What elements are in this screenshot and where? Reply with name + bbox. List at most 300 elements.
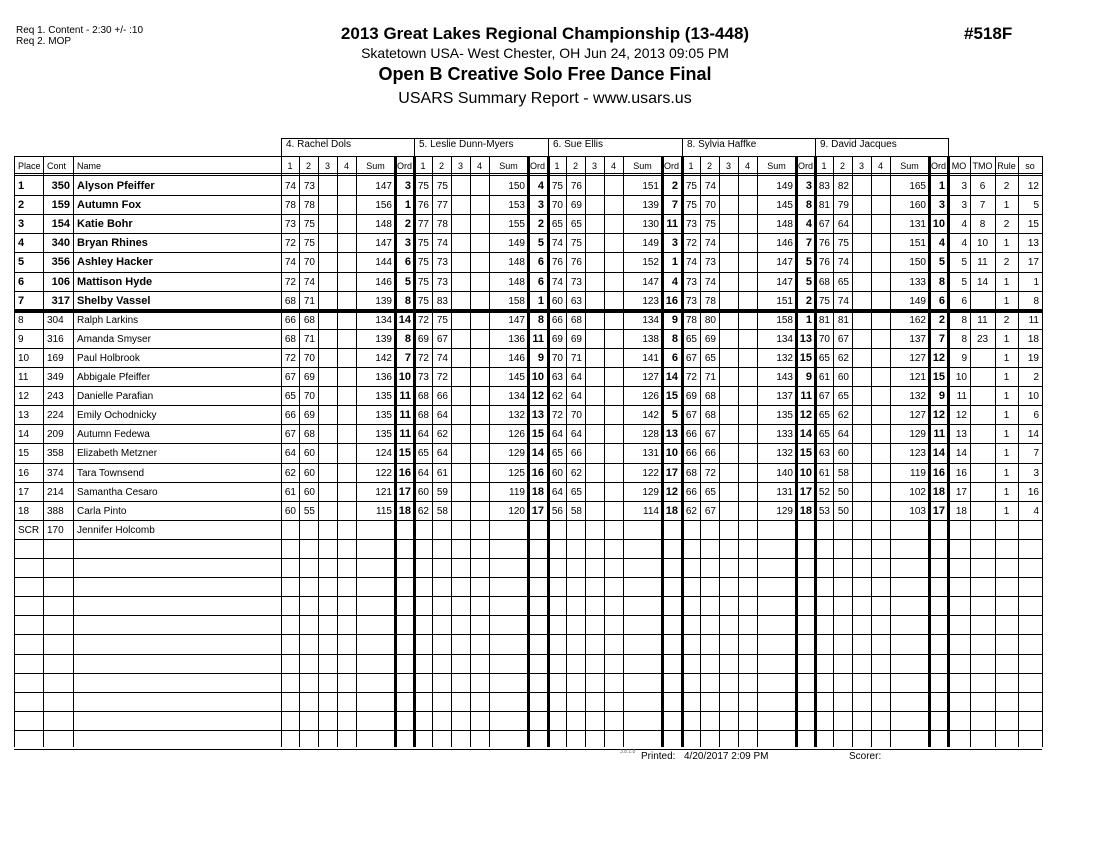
place-cell: 5 <box>18 256 25 268</box>
so-cell: 5 <box>1033 200 1039 211</box>
ordinal-cell: 3 <box>805 180 812 192</box>
column-header-judge-sub: 3 <box>858 161 864 171</box>
place-cell: SCR <box>18 525 40 536</box>
cont-cell: 316 <box>47 334 64 345</box>
so-cell: 18 <box>1027 334 1039 345</box>
so-cell: 6 <box>1033 410 1039 421</box>
score-2-cell: 73 <box>570 277 582 288</box>
score-2-cell: 65 <box>704 353 716 364</box>
sum-cell: 148 <box>375 219 392 230</box>
score-1-cell: 72 <box>284 277 296 288</box>
tmo-cell: 14 <box>976 277 989 288</box>
sum-cell: 150 <box>508 181 525 192</box>
sum-cell: 135 <box>375 429 392 440</box>
score-1-cell: 68 <box>417 410 429 421</box>
column-header-judge-sub: Ord <box>797 161 813 171</box>
skater-name-cell: Danielle Parafian <box>77 391 154 402</box>
ordinal-cell: 7 <box>805 237 812 249</box>
cont-cell: 169 <box>47 353 64 364</box>
score-1-cell: 75 <box>417 296 429 307</box>
score-1-cell: 68 <box>284 296 296 307</box>
ordinal-cell: 15 <box>799 447 812 459</box>
grid-vline <box>1042 156 1043 747</box>
score-1-cell: 77 <box>417 219 429 230</box>
score-1-cell: 76 <box>417 200 429 211</box>
mo-cell: 14 <box>955 448 967 459</box>
ordinal-cell: 11 <box>399 390 411 402</box>
score-1-cell: 75 <box>417 238 429 249</box>
sum-cell: 150 <box>909 257 926 268</box>
score-2-cell: 65 <box>570 487 582 498</box>
skater-name-cell: Bryan Rhines <box>77 237 148 249</box>
ordinal-cell: 8 <box>671 333 678 345</box>
place-cell: 14 <box>18 429 30 440</box>
score-2-cell: 73 <box>704 257 716 268</box>
score-2-cell: 67 <box>436 334 448 345</box>
printed-value: 4/20/2017 2:09 PM <box>684 751 769 762</box>
ordinal-cell: 3 <box>671 237 678 249</box>
sum-cell: 122 <box>375 468 392 479</box>
scorer-label: Scorer: <box>849 751 882 762</box>
score-2-cell: 65 <box>837 277 849 288</box>
ordinal-cell: 14 <box>932 447 945 459</box>
score-2-cell: 70 <box>303 353 315 364</box>
score-2-cell: 74 <box>837 257 849 268</box>
sum-cell: 138 <box>642 334 659 345</box>
sum-cell: 149 <box>642 238 659 249</box>
sum-cell: 142 <box>642 410 659 421</box>
score-2-cell: 83 <box>436 296 448 307</box>
score-2-cell: 68 <box>303 315 315 326</box>
requirement-1: Req 1. Content - 2:30 +/- :10 <box>16 25 144 36</box>
ordinal-cell: 17 <box>398 486 411 498</box>
skater-name-cell: Elizabeth Metzner <box>77 448 158 459</box>
mo-cell: 6 <box>961 296 967 307</box>
sum-cell: 145 <box>508 372 525 383</box>
ordinal-cell: 10 <box>932 218 945 230</box>
so-cell: 11 <box>1028 315 1039 326</box>
sum-cell: 132 <box>776 448 793 459</box>
column-header-judge-sub: 3 <box>324 161 330 171</box>
ordinal-cell: 18 <box>932 486 945 498</box>
sum-cell: 131 <box>776 487 793 498</box>
sum-cell: 160 <box>909 200 926 211</box>
score-1-cell: 72 <box>551 410 563 421</box>
score-2-cell: 55 <box>303 506 315 517</box>
sum-cell: 126 <box>642 391 659 402</box>
sum-cell: 148 <box>508 277 525 288</box>
score-1-cell: 65 <box>818 429 830 440</box>
score-1-cell: 60 <box>417 487 429 498</box>
grid-vline <box>738 156 739 747</box>
sum-cell: 146 <box>375 277 392 288</box>
ordinal-cell: 8 <box>805 199 812 211</box>
score-1-cell: 68 <box>284 334 296 345</box>
so-cell: 12 <box>1027 181 1039 192</box>
rule-cell: 1 <box>1003 468 1010 479</box>
skater-name-cell: Autumn Fedewa <box>77 429 150 440</box>
cont-cell: 243 <box>47 391 64 402</box>
sum-cell: 158 <box>776 315 793 326</box>
column-header-tmo: TMO <box>972 161 993 171</box>
score-2-cell: 80 <box>704 315 716 326</box>
score-1-cell: 66 <box>551 315 563 326</box>
score-2-cell: 75 <box>436 315 448 326</box>
sum-cell: 136 <box>508 334 525 345</box>
score-1-cell: 65 <box>551 219 563 230</box>
rule-cell: 2 <box>1003 181 1010 192</box>
sum-cell: 125 <box>508 468 525 479</box>
mo-cell: 10 <box>955 372 967 383</box>
sum-cell: 131 <box>909 219 926 230</box>
score-2-cell: 69 <box>704 334 716 345</box>
score-2-cell: 69 <box>570 334 582 345</box>
ordinal-cell: 11 <box>399 428 411 440</box>
column-header-judge-sub: 1 <box>821 161 827 171</box>
score-1-cell: 66 <box>284 410 296 421</box>
sum-cell: 127 <box>642 372 659 383</box>
rule-cell: 1 <box>1003 353 1010 364</box>
rule-cell: 1 <box>1003 429 1010 440</box>
score-2-cell: 74 <box>303 277 315 288</box>
score-1-cell: 65 <box>818 410 830 421</box>
tmo-cell: 6 <box>979 181 986 192</box>
competition-title: 2013 Great Lakes Regional Championship (13-448) <box>340 24 750 43</box>
score-1-cell: 67 <box>284 372 296 383</box>
place-cell: 8 <box>18 315 24 326</box>
score-1-cell: 60 <box>284 506 296 517</box>
sum-cell: 141 <box>642 353 659 364</box>
score-1-cell: 73 <box>284 219 296 230</box>
ordinal-cell: 8 <box>404 333 411 345</box>
sum-cell: 153 <box>508 200 525 211</box>
grid-vline <box>470 156 471 747</box>
column-header-judge-sub: 4 <box>610 161 616 171</box>
rule-cell: 2 <box>1003 219 1010 230</box>
ordinal-cell: 4 <box>537 180 544 192</box>
score-2-cell: 60 <box>303 468 315 479</box>
sum-cell: 162 <box>909 315 926 326</box>
so-cell: 19 <box>1027 353 1039 364</box>
grid-vline <box>871 156 872 747</box>
place-cell: 2 <box>18 199 25 211</box>
mo-cell: 3 <box>961 181 967 192</box>
sum-cell: 133 <box>776 429 793 440</box>
sum-cell: 123 <box>909 448 926 459</box>
tmo-cell <box>970 425 995 443</box>
grid-vline <box>815 138 816 156</box>
score-2-cell: 69 <box>570 200 582 211</box>
ordinal-cell: 13 <box>665 428 678 440</box>
sum-cell: 145 <box>776 200 793 211</box>
score-2-cell: 79 <box>837 200 849 211</box>
event-title: Open B Creative Solo Free Dance Final <box>378 64 712 84</box>
sum-cell: 122 <box>642 468 659 479</box>
column-header-judge-sub: Sum <box>633 161 652 171</box>
rule-cell: 1 <box>1003 296 1010 307</box>
score-1-cell: 68 <box>417 391 429 402</box>
score-1-cell: 75 <box>417 277 429 288</box>
score-1-cell: 75 <box>417 181 429 192</box>
column-header-judge-sub: Sum <box>767 161 786 171</box>
rule-cell: 1 <box>1003 372 1010 383</box>
ordinal-cell: 4 <box>805 218 812 230</box>
grid-vline <box>414 138 415 156</box>
score-1-cell: 81 <box>818 315 830 326</box>
score-1-cell: 74 <box>551 277 563 288</box>
cont-cell: 388 <box>47 506 64 517</box>
score-1-cell: 68 <box>818 277 830 288</box>
column-header-judge-sub: 4 <box>877 161 883 171</box>
sum-cell: 152 <box>642 257 659 268</box>
ordinal-cell: 12 <box>531 390 544 402</box>
ordinal-cell: 8 <box>404 295 411 307</box>
column-header-judge-sub: Sum <box>366 161 385 171</box>
score-1-cell: 61 <box>284 487 296 498</box>
score-2-cell: 62 <box>837 353 849 364</box>
column-header-judge-sub: 1 <box>420 161 426 171</box>
sum-cell: 129 <box>642 487 659 498</box>
ordinal-cell: 12 <box>932 409 945 421</box>
ordinal-cell: 1 <box>537 295 544 307</box>
score-2-cell: 78 <box>704 296 716 307</box>
sum-cell: 146 <box>508 353 525 364</box>
ordinal-cell: 11 <box>666 218 678 230</box>
ordinal-cell: 15 <box>531 428 544 440</box>
sum-cell: 147 <box>508 315 525 326</box>
place-cell: 1 <box>18 180 25 192</box>
score-2-cell: 74 <box>704 238 716 249</box>
score-1-cell: 61 <box>818 468 830 479</box>
score-2-cell: 74 <box>436 353 448 364</box>
so-cell: 13 <box>1027 238 1039 249</box>
skater-name-cell: Jennifer Holcomb <box>77 525 155 536</box>
ordinal-cell: 3 <box>938 199 945 211</box>
column-header-judge-sub: 4 <box>343 161 349 171</box>
score-1-cell: 69 <box>685 391 697 402</box>
sum-cell: 129 <box>776 506 793 517</box>
rule-cell: 1 <box>1003 506 1010 517</box>
score-2-cell: 72 <box>436 372 448 383</box>
sum-cell: 102 <box>909 487 926 498</box>
score-2-cell: 68 <box>704 391 716 402</box>
score-2-cell: 72 <box>704 468 716 479</box>
score-1-cell: 73 <box>417 372 429 383</box>
score-2-cell: 64 <box>570 429 582 440</box>
score-2-cell: 76 <box>570 181 582 192</box>
grid-vline <box>682 138 683 156</box>
sum-cell: 123 <box>642 296 659 307</box>
score-2-cell: 60 <box>837 448 849 459</box>
ordinal-cell: 12 <box>665 486 678 498</box>
judge-header: 9. David Jacques <box>820 139 897 150</box>
ordinal-cell: 8 <box>537 314 544 326</box>
score-1-cell: 75 <box>551 181 563 192</box>
column-header-judge-sub: 1 <box>688 161 694 171</box>
skater-name-cell: Ralph Larkins <box>77 315 139 326</box>
grid-vline <box>337 156 338 747</box>
skater-name-cell: Alyson Pfeiffer <box>77 180 155 192</box>
ordinal-cell: 11 <box>399 409 411 421</box>
score-2-cell: 50 <box>837 506 849 517</box>
place-cell: 17 <box>18 487 30 498</box>
score-1-cell: 76 <box>551 257 563 268</box>
ordinal-cell: 5 <box>537 237 544 249</box>
score-1-cell: 56 <box>551 506 563 517</box>
mo-cell: 16 <box>955 468 967 479</box>
score-2-cell: 60 <box>303 487 315 498</box>
sum-cell: 149 <box>909 296 926 307</box>
sum-cell: 139 <box>375 296 392 307</box>
skater-name-cell: Shelby Vassel <box>77 295 151 307</box>
column-header-rule: Rule <box>997 161 1016 171</box>
sum-cell: 129 <box>909 429 926 440</box>
score-2-cell: 78 <box>303 200 315 211</box>
score-2-cell: 71 <box>303 334 315 345</box>
column-header-judge-sub: 2 <box>839 161 845 171</box>
report-title: USARS Summary Report - www.usars.us <box>398 90 692 107</box>
score-1-cell: 64 <box>417 429 429 440</box>
score-2-cell: 70 <box>303 257 315 268</box>
score-2-cell: 62 <box>436 429 448 440</box>
so-cell: 4 <box>1033 506 1039 517</box>
score-2-cell: 64 <box>837 219 849 230</box>
grid-vline <box>451 156 452 747</box>
grid-vline <box>318 156 319 747</box>
so-cell: 10 <box>1027 391 1039 402</box>
column-header-judge-sub: 3 <box>725 161 731 171</box>
ordinal-cell: 5 <box>404 276 411 288</box>
tmo-cell <box>970 387 995 405</box>
rule-cell: 1 <box>1003 487 1010 498</box>
mo-cell: 11 <box>956 391 967 402</box>
grid-vline <box>852 156 853 747</box>
grid-hline <box>14 749 1042 750</box>
tmo-cell: 23 <box>976 334 989 345</box>
ordinal-cell: 14 <box>665 371 678 383</box>
skater-name-cell: Samantha Cesaro <box>77 487 158 498</box>
ordinal-cell: 18 <box>799 505 812 517</box>
sum-cell: 135 <box>375 410 392 421</box>
ordinal-cell: 7 <box>404 352 411 364</box>
ordinal-cell: 10 <box>665 447 678 459</box>
score-2-cell: 67 <box>837 334 849 345</box>
place-cell: 16 <box>18 468 30 479</box>
column-header-judge-sub: Ord <box>396 161 412 171</box>
sum-cell: 134 <box>375 315 392 326</box>
score-1-cell: 65 <box>417 448 429 459</box>
score-2-cell: 60 <box>837 372 849 383</box>
tmo-cell <box>970 406 995 424</box>
score-2-cell: 73 <box>303 181 315 192</box>
sum-cell: 151 <box>642 181 659 192</box>
score-1-cell: 70 <box>818 334 830 345</box>
score-2-cell: 78 <box>436 219 448 230</box>
cont-cell: 214 <box>47 487 64 498</box>
sum-cell: 139 <box>642 200 659 211</box>
grid-vline <box>548 138 549 156</box>
ordinal-cell: 3 <box>404 237 411 249</box>
ordinal-cell: 9 <box>671 314 678 326</box>
sum-cell: 119 <box>509 487 525 498</box>
judge-header-top <box>281 138 949 139</box>
score-2-cell: 69 <box>303 410 315 421</box>
score-2-cell: 74 <box>704 181 716 192</box>
score-2-cell: 50 <box>837 487 849 498</box>
ordinal-cell: 7 <box>938 333 945 345</box>
so-cell: 3 <box>1033 468 1039 479</box>
score-1-cell: 69 <box>551 334 563 345</box>
mo-cell: 4 <box>961 238 967 249</box>
score-2-cell: 68 <box>570 315 582 326</box>
ordinal-cell: 6 <box>537 256 544 268</box>
judge-header: 4. Rachel Dols <box>286 139 352 150</box>
score-1-cell: 64 <box>417 468 429 479</box>
score-1-cell: 72 <box>284 353 296 364</box>
column-header-judge-sub: 3 <box>591 161 597 171</box>
tmo-cell: 10 <box>976 238 989 249</box>
mo-cell: 4 <box>961 219 967 230</box>
score-1-cell: 74 <box>685 257 697 268</box>
score-1-cell: 66 <box>685 429 697 440</box>
ordinal-cell: 17 <box>531 505 544 517</box>
score-2-cell: 67 <box>704 429 716 440</box>
sum-cell: 148 <box>776 219 793 230</box>
score-1-cell: 67 <box>818 219 830 230</box>
tmo-cell <box>970 502 995 520</box>
score-2-cell: 71 <box>303 296 315 307</box>
skater-name-cell: Amanda Smyser <box>77 334 151 345</box>
score-1-cell: 67 <box>818 391 830 402</box>
score-2-cell: 68 <box>704 410 716 421</box>
rule-cell: 1 <box>1003 200 1010 211</box>
column-header-cont: Cont <box>47 161 67 171</box>
column-header-judge-sub: Ord <box>663 161 679 171</box>
score-2-cell: 58 <box>570 506 582 517</box>
sum-cell: 147 <box>375 181 392 192</box>
software-version: 3.8.1.8 <box>620 749 636 755</box>
sum-cell: 151 <box>776 296 793 307</box>
requirement-2: Req 2. MOP <box>16 36 72 47</box>
score-2-cell: 74 <box>436 238 448 249</box>
ordinal-cell: 16 <box>932 467 945 479</box>
ordinal-cell: 15 <box>932 371 945 383</box>
sum-cell: 130 <box>642 219 659 230</box>
score-1-cell: 63 <box>818 448 830 459</box>
column-header-mo: MO <box>951 161 967 171</box>
place-cell: 7 <box>18 295 25 307</box>
score-2-cell: 66 <box>704 448 716 459</box>
score-2-cell: 70 <box>303 391 315 402</box>
ordinal-cell: 2 <box>938 314 945 326</box>
ordinal-cell: 2 <box>671 180 678 192</box>
score-1-cell: 72 <box>685 372 697 383</box>
event-number: #518F <box>964 24 1013 43</box>
sum-cell: 115 <box>376 506 392 517</box>
score-2-cell: 75 <box>436 181 448 192</box>
score-2-cell: 74 <box>837 296 849 307</box>
sum-cell: 120 <box>508 506 525 517</box>
score-1-cell: 62 <box>284 468 296 479</box>
score-1-cell: 52 <box>818 487 830 498</box>
printed-label: Printed: <box>641 751 676 762</box>
score-2-cell: 75 <box>704 219 716 230</box>
cont-cell: 317 <box>51 295 70 307</box>
so-cell: 1 <box>1033 277 1039 288</box>
sum-cell: 114 <box>643 506 659 517</box>
mo-cell: 8 <box>961 315 967 326</box>
tmo-cell: 11 <box>977 315 988 326</box>
